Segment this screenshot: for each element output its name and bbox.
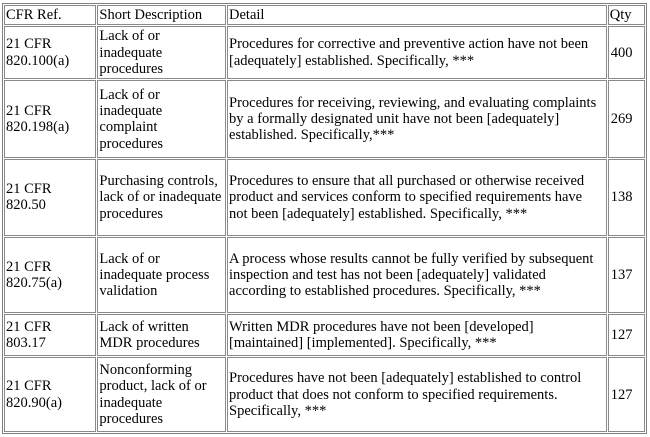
header-qty: Qty (608, 5, 645, 25)
qty-cell: 127 (608, 357, 645, 432)
qty-cell: 400 (608, 26, 645, 79)
cfr-ref-cell: 21 CFR 820.198(a) (4, 80, 96, 158)
short-description-cell: Lack of or inadequate process validation (97, 237, 226, 314)
cfr-ref-cell: 21 CFR 803.17 (4, 314, 96, 356)
header-detail: Detail (227, 5, 607, 25)
detail-cell: Procedures for receiving, reviewing, and evaluating complaints by a formally designated unit have not been [adequately] established. Specifically,*** (227, 80, 607, 158)
short-description-cell: Lack of or inadequate procedures (97, 26, 226, 79)
observations-table-container (2, 3, 647, 434)
cfr-ref-cell: 21 CFR 820.75(a) (4, 237, 96, 314)
qty-cell: 137 (608, 237, 645, 314)
table-header-row (4, 5, 645, 25)
detail-cell: Written MDR procedures have not been [developed] [maintained] [implemented]. Specifically, *** (227, 314, 607, 356)
table-row (4, 26, 645, 79)
qty-cell: 269 (608, 80, 645, 158)
cfr-ref-cell: 21 CFR 820.50 (4, 159, 96, 236)
short-description-cell: Lack of or inadequate complaint procedures (97, 80, 226, 158)
detail-cell: Procedures for corrective and preventive action have not been [adequately] established. Specifically, *** (227, 26, 607, 79)
qty-cell: 127 (608, 314, 645, 356)
cfr-ref-cell: 21 CFR 820.90(a) (4, 357, 96, 432)
cfr-ref-cell: 21 CFR 820.100(a) (4, 26, 96, 79)
detail-cell: A process whose results cannot be fully verified by subsequent inspection and test has not been [adequately] validated according to established procedures. Specifically, *** (227, 237, 607, 314)
table-row (4, 357, 645, 432)
table-row (4, 314, 645, 356)
detail-cell: Procedures to ensure that all purchased or otherwise received product and services conform to specified requirements have not been [adequately] established. Specifically, *** (227, 159, 607, 236)
short-description-cell: Lack of written MDR procedures (97, 314, 226, 356)
table-row (4, 159, 645, 236)
table-row (4, 80, 645, 158)
short-description-cell: Nonconforming product, lack of or inadequate procedures (97, 357, 226, 432)
qty-cell: 138 (608, 159, 645, 236)
short-description-cell: Purchasing controls, lack of or inadequate procedures (97, 159, 226, 236)
table-row (4, 237, 645, 314)
header-cfr-ref: CFR Ref. (4, 5, 96, 25)
detail-cell: Procedures have not been [adequately] established to control product that does not conform to specified requirements. Specifically, *** (227, 357, 607, 432)
observations-table (2, 3, 647, 434)
header-short-description: Short Description (97, 5, 226, 25)
